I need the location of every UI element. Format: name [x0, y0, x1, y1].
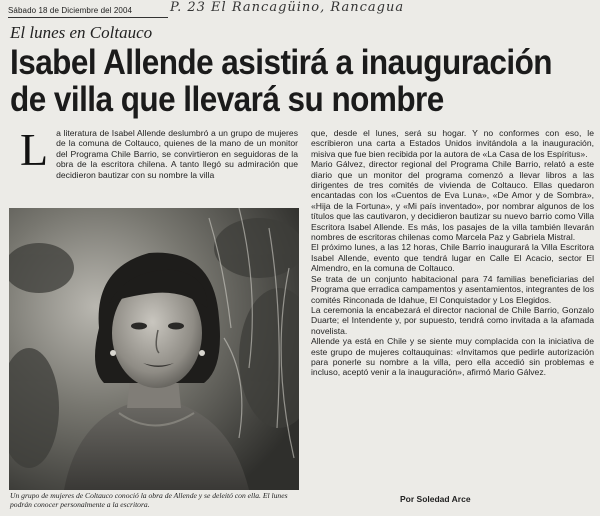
lead-paragraph: [10, 124, 298, 180]
handwritten-source-note: P. 23 El Rancagüino, Rancagua: [170, 0, 405, 15]
dropcap: L: [20, 124, 49, 175]
paragraph-3: El próximo lunes, a las 12 horas, Chile Barrio inaugurará la Villa Escritora Isabel Allende, evento que tendrá lugar en Calle El Acacio, sector El Almendro, en la comuna de Coltauco.: [311, 242, 594, 274]
kicker: El lunes en Coltauco: [10, 23, 153, 42]
lead-text: a literatura de Isabel Allende deslumbró a un grupo de mujeres de la comuna de Coltauco, quienes de la mano de un monitor del Programa Chile Barrio, se convirtieron en seguidoras de la obra de la escritora chilena. A tanto llegó su admiración que decidieron bautizar con su nombre la villa: [56, 128, 298, 180]
paragraph-1: que, desde el lunes, será su hogar. Y no conformes con eso, le escribieron una carta a Estados Unidos invitándola a la inauguración, misiva que fue bien recibida por la autora de «La Casa de los Espíritus».: [311, 128, 594, 159]
paragraph-4: Se trata de un conjunto habitacional para 74 familias beneficiarias del Programa que erradica campamentos y asentamientos, integrantes de los comités Rinconada de Idahue, El Conquistador y Los Elegidos.: [311, 273, 594, 305]
paragraph-5: La ceremonia la encabezará el director nacional de Chile Barrio, Gonzalo Duarte; el Intendente y, por supuesto, tendrá como invitada a la afamada novelista.: [311, 304, 594, 336]
author-photo: [9, 208, 299, 490]
byline: Por Soledad Arce: [400, 494, 471, 504]
paragraph-6: Allende ya está en Chile y se siente muy complacida con la iniciativa de este grupo de mujeres coltauquinas: «Invitamos que pedirle autorización para ponerle su nombre a la villa, pero ella accedió sin problemas e incluso, aceptó venir a la inauguración», afirmó Mario Gálvez.: [311, 336, 594, 378]
publication-date: Sábado 18 de Diciembre del 2004: [8, 6, 133, 15]
photo-caption: Un grupo de mujeres de Coltauco conoció la obra de Allende y se deleitó con ella. El lunes podrán conocer personalmente a la escritora.: [10, 491, 288, 509]
portrait-image: [9, 208, 299, 490]
headline-line-1: Isabel Allende asistirá a inauguración: [10, 43, 553, 82]
headline-line-2: de villa que llevará su nombre: [10, 80, 444, 119]
paragraph-2: Mario Gálvez, director regional del Programa Chile Barrio, relató a este diario que un monitor del programa comenzó a llevar libros a las dirigentes de tres comités de vivienda de Coltauco. Ellas quedaron encantadas con los «Cuentos de Eva Luna», «De Amor y de Sombra», «Hija de la Fortuna», y «Mi país inventado», por nombrar algunos de los títulos que las cautivaron, y decidieron bautizar su nuevo barrio como Villa Escritora Isabel Allende. Es más, los pasajes de la villa también llevarán nombres de escritoras chilenas como Marcela Paz y Gabriela Mistral.: [311, 159, 594, 243]
header-rule: [8, 17, 168, 18]
headline: [10, 43, 553, 119]
article-column-2: [311, 128, 594, 378]
